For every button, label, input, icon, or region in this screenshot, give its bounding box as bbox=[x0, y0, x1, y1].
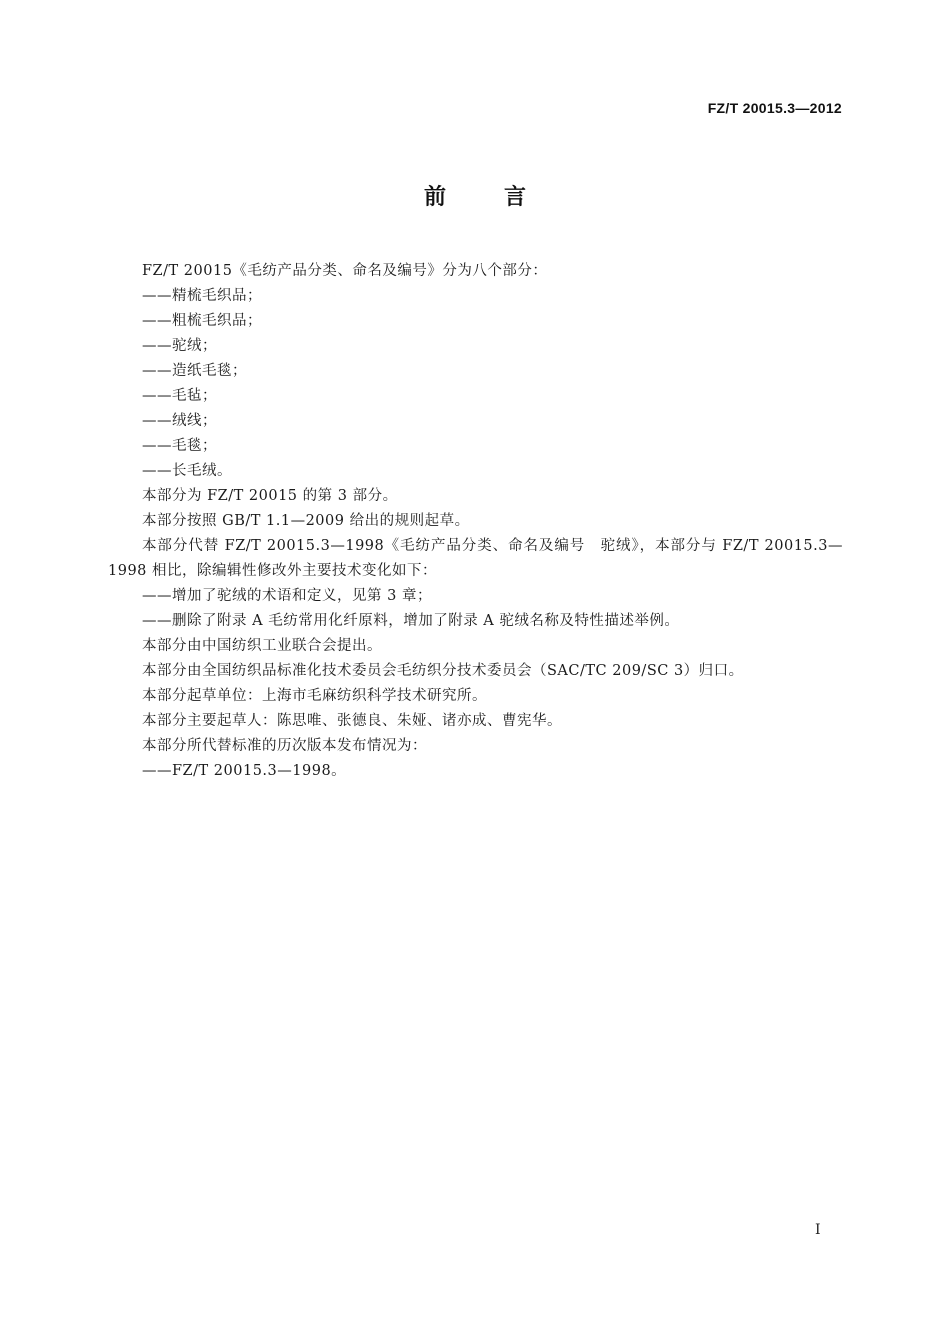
list-item: ——FZ/T 20015.3—1998。 bbox=[142, 763, 347, 779]
list-item: ——增加了驼绒的术语和定义，见第 3 章； bbox=[142, 588, 432, 604]
paragraph: 本部分起草单位：上海市毛麻纺织科学技术研究所。 bbox=[142, 688, 487, 704]
paragraph: 本部分按照 GB/T 1.1—2009 给出的规则起草。 bbox=[142, 513, 470, 529]
list-item: ——长毛绒。 bbox=[142, 463, 232, 479]
list-item: ——毛毯； bbox=[142, 438, 217, 454]
paragraph: 本部分代替 FZ/T 20015.3—1998《毛纺产品分类、命名及编号 驼绒》，本部分与 FZ/T 20015.3—1998 相比，除编辑性修改外主要技术变化如下： bbox=[108, 538, 843, 579]
list-item: ——精梳毛织品； bbox=[142, 288, 262, 304]
list-item: ——驼绒； bbox=[142, 338, 217, 354]
standard-code-header: FZ/T 20015.3—2012 bbox=[707, 100, 842, 116]
page-title: 前言 bbox=[423, 185, 584, 210]
paragraph: 本部分所代替标准的历次版本发布情况为： bbox=[142, 738, 427, 754]
list-item: ——毛毡； bbox=[142, 388, 217, 404]
paragraph: FZ/T 20015《毛纺产品分类、命名及编号》分为八个部分： bbox=[142, 263, 548, 279]
list-item: ——造纸毛毯； bbox=[142, 363, 247, 379]
list-item: ——粗梳毛织品； bbox=[142, 313, 262, 329]
paragraph: 本部分由全国纺织品标准化技术委员会毛纺织分技术委员会（SAC/TC 209/SC 3）归口。 bbox=[142, 663, 744, 679]
list-item: ——绒线； bbox=[142, 413, 217, 429]
list-item: ——删除了附录 A 毛纺常用化纤原料，增加了附录 A 驼绒名称及特性描述举例。 bbox=[142, 613, 680, 629]
paragraph: 本部分主要起草人：陈思唯、张德良、朱娅、诸亦成、曹宪华。 bbox=[142, 713, 562, 729]
page-number: I bbox=[815, 1222, 821, 1238]
paragraph: 本部分为 FZ/T 20015 的第 3 部分。 bbox=[142, 488, 398, 504]
paragraph: 本部分由中国纺织工业联合会提出。 bbox=[142, 638, 382, 654]
preface-body bbox=[108, 259, 843, 784]
